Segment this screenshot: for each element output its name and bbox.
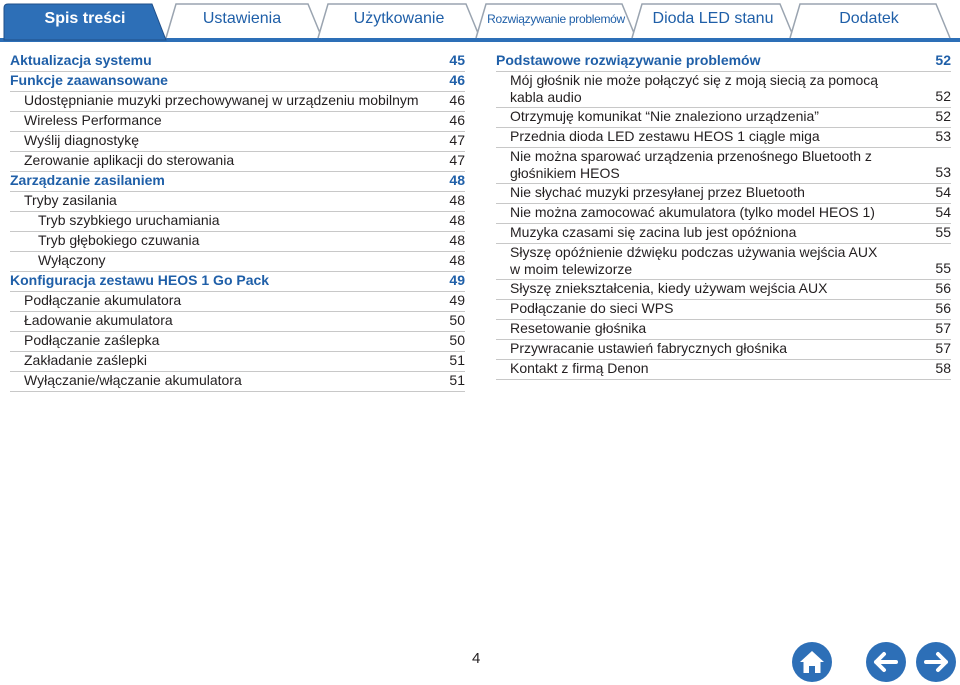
toc-entry-page: 53	[935, 164, 951, 180]
toc-entry-title: Wyłączanie/włączanie akumulatora	[24, 372, 242, 388]
toc-entry-title: Funkcje zaawansowane	[10, 72, 168, 88]
toc-entry-page: 48	[449, 212, 465, 228]
toc-entry[interactable]	[10, 332, 465, 352]
toc-entry-page: 53	[935, 128, 951, 144]
toc-entry[interactable]	[10, 372, 465, 392]
toc-entry[interactable]	[496, 108, 951, 128]
toc-entry[interactable]	[496, 148, 951, 184]
toc-entry-page: 55	[935, 260, 951, 276]
tab-uzytkowanie[interactable]: Użytkowanie	[353, 10, 445, 27]
tab-bar	[0, 0, 960, 44]
toc-entry-title: Otrzymuję komunikat “Nie znaleziono urządzenia”	[510, 108, 819, 124]
toc-entry-title: Aktualizacja systemu	[10, 52, 152, 68]
toc-entry-page: 46	[449, 92, 465, 108]
toc-entry[interactable]	[10, 292, 465, 312]
toc-entry-title: Zerowanie aplikacji do sterowania	[24, 152, 235, 168]
toc-entry-page: 56	[935, 280, 951, 296]
back-button[interactable]	[866, 642, 906, 682]
toc-left-column	[10, 52, 465, 392]
back-arrow-icon	[866, 642, 906, 682]
toc-entry-title: Udostępnianie muzyki przechowywanej w urządzeniu mobilnym	[24, 92, 419, 108]
toc-entry-title: Podłączanie akumulatora	[24, 292, 182, 308]
toc-entry-title: Mój głośnik nie może połączyć się z moją siecią za pomocą kabla audio	[510, 72, 879, 105]
toc-entry-title: Kontakt z firmą Denon	[510, 360, 649, 376]
toc-entry[interactable]	[496, 224, 951, 244]
toc-entry[interactable]	[10, 252, 465, 272]
toc-entry[interactable]	[496, 72, 951, 108]
toc-section-entry[interactable]	[10, 172, 465, 192]
toc-entry-page: 55	[935, 224, 951, 240]
toc-entry-page: 57	[935, 320, 951, 336]
toc-entry-title: Nie można zamocować akumulatora (tylko model HEOS 1)	[510, 204, 875, 220]
toc-entry-page: 58	[935, 360, 951, 376]
toc-entry-page: 54	[935, 204, 951, 220]
toc-entry[interactable]	[10, 92, 465, 112]
toc-entry-title: Muzyka czasami się zacina lub jest opóźniona	[510, 224, 797, 240]
toc-entry-page: 45	[449, 52, 465, 68]
page-number: 4	[472, 650, 481, 667]
home-icon	[792, 642, 832, 682]
forward-arrow-icon	[916, 642, 956, 682]
toc-entry-page: 56	[935, 300, 951, 316]
toc-entry-page: 48	[449, 172, 465, 188]
toc-entry-title: Nie można sparować urządzenia przenośnego Bluetooth z głośnikiem HEOS	[510, 148, 872, 181]
toc-entry-title: Słyszę opóźnienie dźwięku podczas używania wejścia AUX w moim telewizorze	[510, 244, 878, 277]
toc-entry[interactable]	[496, 244, 951, 280]
toc-entry-page: 57	[935, 340, 951, 356]
toc-entry[interactable]	[10, 112, 465, 132]
toc-entry-title: Przednia dioda LED zestawu HEOS 1 ciągle miga	[510, 128, 820, 144]
toc-entry[interactable]	[10, 192, 465, 212]
toc-entry-title: Tryby zasilania	[24, 192, 117, 208]
toc-entry-title: Resetowanie głośnika	[510, 320, 647, 336]
toc-entry[interactable]	[496, 360, 951, 380]
tab-spis-tresci[interactable]: Spis treści	[44, 10, 126, 27]
toc-entry-title: Podłączanie do sieci WPS	[510, 300, 674, 316]
toc-entry-page: 50	[449, 312, 465, 328]
toc-entry[interactable]	[10, 212, 465, 232]
toc-section-entry[interactable]	[496, 52, 951, 72]
toc-entry-title: Zarządzanie zasilaniem	[10, 172, 165, 188]
toc-entry-page: 50	[449, 332, 465, 348]
toc-entry-page: 48	[449, 192, 465, 208]
toc-entry-page: 52	[935, 108, 951, 124]
toc-section-entry[interactable]	[10, 72, 465, 92]
toc-entry-title: Słyszę zniekształcenia, kiedy używam wejścia AUX	[510, 280, 828, 296]
home-button[interactable]	[792, 642, 832, 682]
toc-entry-page: 51	[449, 352, 465, 368]
toc-section-entry[interactable]	[10, 272, 465, 292]
toc-entry-page: 52	[935, 52, 951, 68]
toc-entry-title: Nie słychać muzyki przesyłanej przez Bluetooth	[510, 184, 805, 200]
toc-entry[interactable]	[10, 312, 465, 332]
toc-entry-title: Tryb szybkiego uruchamiania	[38, 212, 220, 228]
toc-entry[interactable]	[496, 184, 951, 204]
toc-entry-title: Tryb głębokiego czuwania	[38, 232, 200, 248]
toc-entry-title: Przywracanie ustawień fabrycznych głośnika	[510, 340, 788, 356]
toc-entry-title: Wireless Performance	[24, 112, 162, 128]
toc-entry[interactable]	[496, 340, 951, 360]
toc-entry-page: 54	[935, 184, 951, 200]
toc-entry[interactable]	[496, 300, 951, 320]
toc-entry-page: 47	[449, 132, 465, 148]
toc-entry-page: 46	[449, 112, 465, 128]
toc-entry[interactable]	[10, 132, 465, 152]
toc-entry-page: 49	[449, 272, 465, 288]
forward-button[interactable]	[916, 642, 956, 682]
toc-entry-title: Wyłączony	[38, 252, 106, 268]
toc-entry-title: Podłączanie zaślepka	[24, 332, 160, 348]
tab-dioda-led-stanu[interactable]: Dioda LED stanu	[652, 10, 774, 27]
tab-ustawienia[interactable]: Ustawienia	[202, 10, 282, 27]
toc-entry-page: 48	[449, 232, 465, 248]
toc-section-entry[interactable]	[10, 52, 465, 72]
tab-dodatek[interactable]: Dodatek	[839, 10, 899, 27]
toc-entry[interactable]	[496, 204, 951, 224]
tab-rozwiazywanie-problemow[interactable]: Rozwiązywanie problemów	[487, 12, 625, 26]
toc-entry[interactable]	[496, 280, 951, 300]
toc-entry-page: 49	[449, 292, 465, 308]
toc-entry[interactable]	[10, 232, 465, 252]
toc-entry-title: Ładowanie akumulatora	[24, 312, 173, 328]
toc-entry-page: 47	[449, 152, 465, 168]
toc-entry[interactable]	[496, 128, 951, 148]
toc-entry-page: 51	[449, 372, 465, 388]
toc-entry-title: Zakładanie zaślepki	[24, 352, 147, 368]
toc-entry-title: Wyślij diagnostykę	[24, 132, 140, 148]
toc-entry-title: Konfiguracja zestawu HEOS 1 Go Pack	[10, 272, 270, 288]
toc-entry-page: 46	[449, 72, 465, 88]
toc-entry[interactable]	[10, 152, 465, 172]
toc-right-column	[496, 52, 951, 380]
toc-entry-title: Podstawowe rozwiązywanie problemów	[496, 52, 761, 68]
toc-entry-page: 52	[935, 88, 951, 104]
toc-entry[interactable]	[10, 352, 465, 372]
toc-entry[interactable]	[496, 320, 951, 340]
toc-entry-page: 48	[449, 252, 465, 268]
